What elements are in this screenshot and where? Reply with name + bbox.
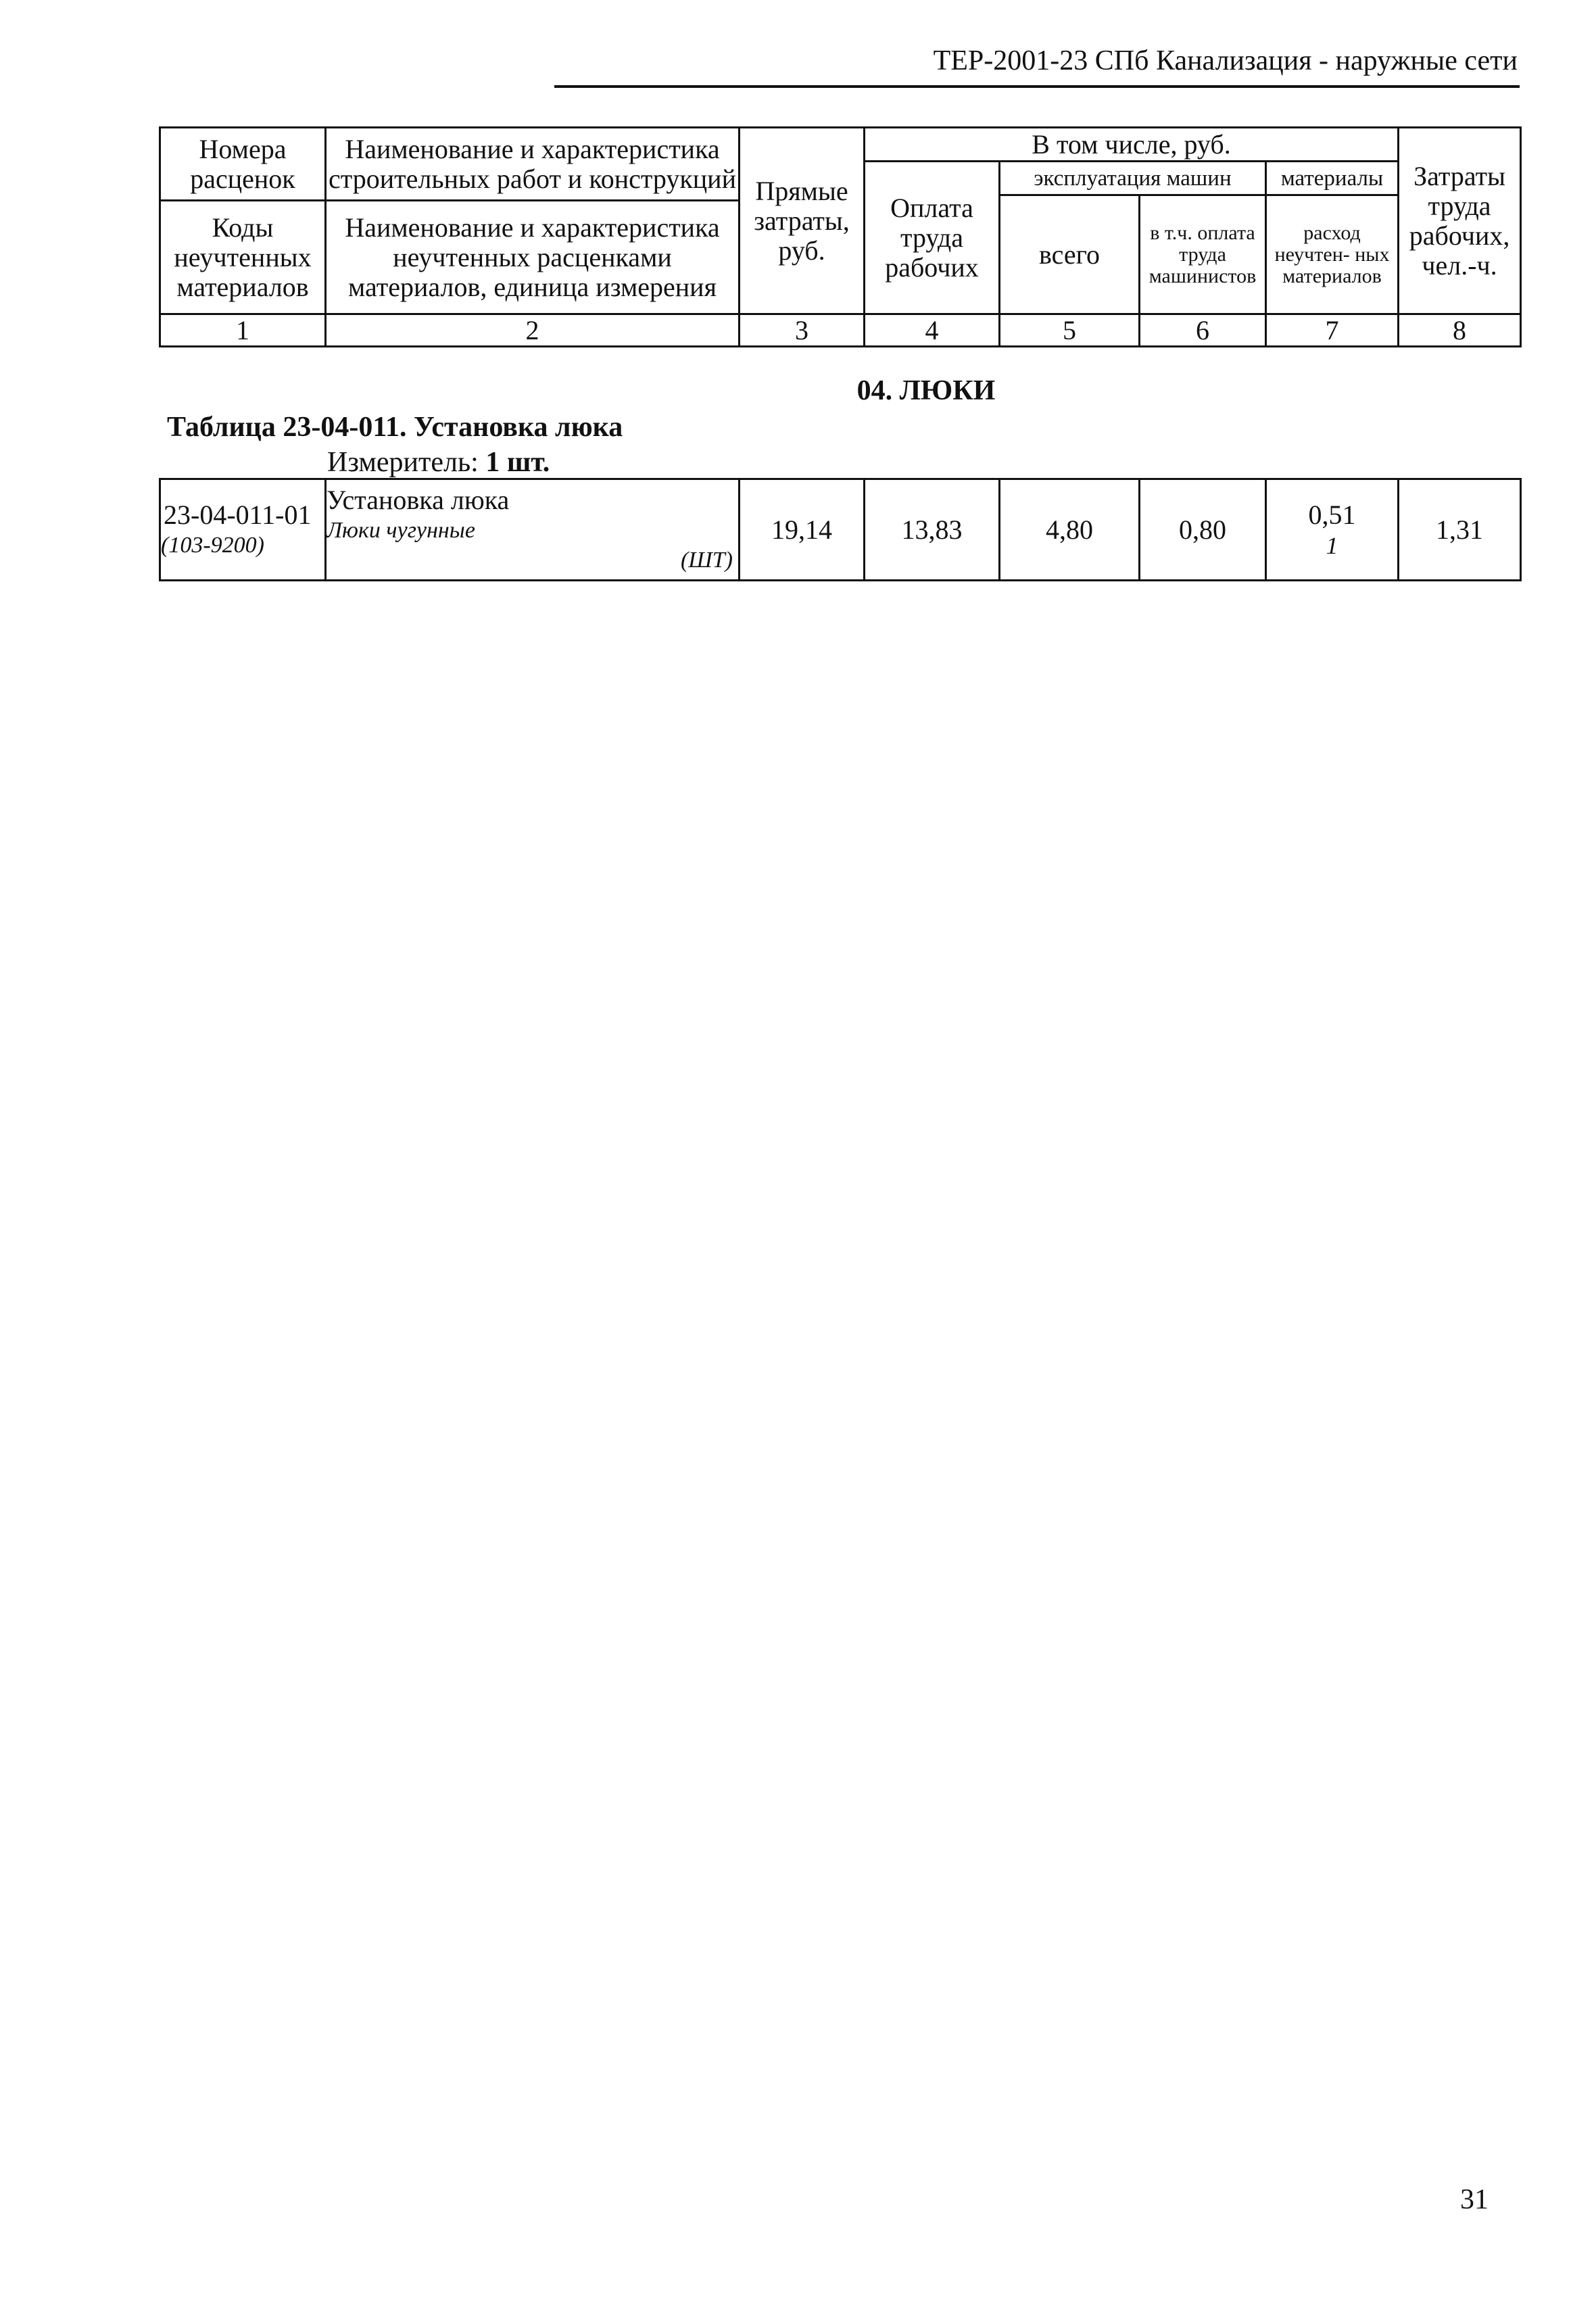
col8-header: Затраты труда рабочих, чел.-ч.: [1399, 128, 1521, 314]
col3-header: Прямые затраты, руб.: [740, 128, 865, 314]
col1-header-bottom: Коды неучтенных материалов: [160, 201, 326, 314]
header-rule: [554, 85, 1520, 88]
document-header: ТЕР-2001-23 СПб Канализация - наружные сети: [933, 45, 1518, 76]
work-name: Установка люка: [327, 484, 510, 515]
rates-table: [159, 478, 1522, 581]
column-header-table: [159, 126, 1522, 347]
table-title: Таблица 23-04-011. Установка люка: [167, 412, 623, 443]
col-number: 1: [160, 314, 326, 347]
col-number: 5: [1000, 314, 1140, 347]
material-code: (103-9200): [161, 532, 264, 558]
page-number: 31: [1460, 2184, 1489, 2215]
machines-total: 4,80: [1000, 479, 1140, 581]
labor-pay: 13,83: [865, 479, 1000, 581]
col5-header: всего: [1000, 195, 1140, 314]
materials-header: материалы: [1266, 162, 1399, 195]
section-title: 04. ЛЮКИ: [856, 375, 996, 406]
col-number: 4: [865, 314, 1000, 347]
material-name: Люки чугунные: [327, 517, 475, 543]
col2-header-bottom: Наименование и характеристика неучтенных расценками материалов, единица измерения: [326, 201, 740, 314]
machinists-pay: 0,80: [1140, 479, 1266, 581]
measure-line: [327, 443, 550, 481]
col4-header: Оплата труда рабочих: [865, 162, 1000, 314]
col7-header: расход неучтен- ных материалов: [1266, 195, 1399, 314]
rate-code: 23-04-011-01: [164, 499, 312, 530]
material-unit: (ШТ): [680, 547, 733, 573]
table-row: [160, 479, 1521, 581]
materials-cell: [1266, 479, 1399, 581]
col1-header-top: Номера расценок: [160, 128, 326, 201]
material-qty: 1: [1326, 531, 1338, 559]
machines-header: эксплуатация машин: [1000, 162, 1266, 195]
measure-value: 1 шт.: [485, 447, 550, 478]
row-code-cell: [160, 479, 326, 581]
col-number: 7: [1266, 314, 1399, 347]
col6-header: в т.ч. оплата труда машинистов: [1140, 195, 1266, 314]
labor-hours: 1,31: [1399, 479, 1521, 581]
row-name-cell: [326, 479, 740, 581]
col-number: 6: [1140, 314, 1266, 347]
measure-label: Измеритель:: [327, 447, 486, 478]
col-number: 3: [740, 314, 865, 347]
col-number: 2: [326, 314, 740, 347]
group-header: В том числе, руб.: [865, 128, 1399, 162]
direct-costs: 19,14: [740, 479, 865, 581]
col-number: 8: [1399, 314, 1521, 347]
materials-cost: 0,51: [1308, 499, 1356, 530]
col2-header-top: Наименование и характеристика строительных работ и конструкций: [326, 128, 740, 201]
